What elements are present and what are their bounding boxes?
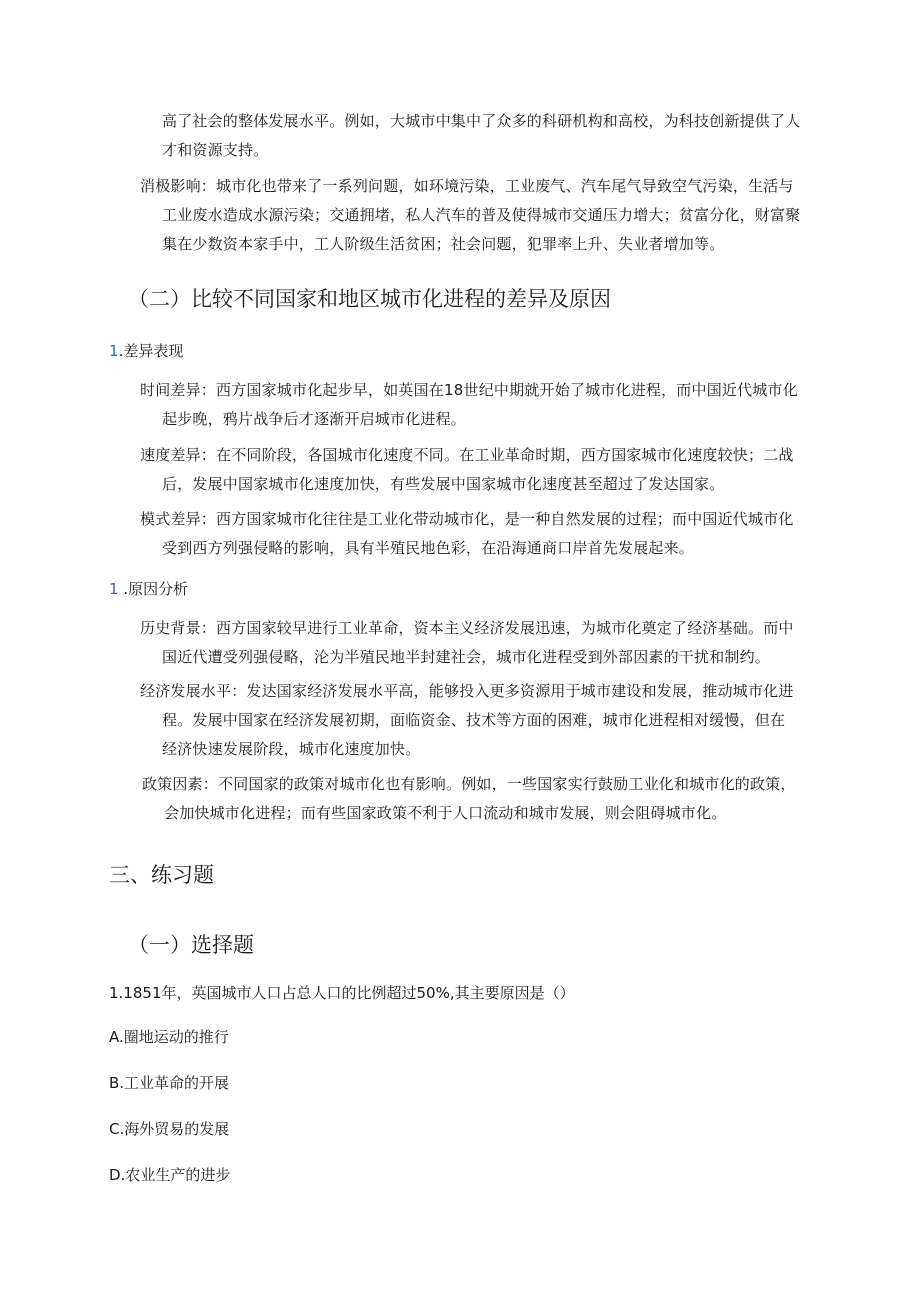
text-line: 起步晚，鸦片战争后才逐渐开启城市化进程。 (162, 410, 467, 428)
subheading-reasons (109, 578, 188, 600)
section-heading-exercises: 三、练习题 (109, 863, 214, 887)
text-line: 经济发展水平：发达国家经济发展水平高，能够投入更多资源用于城市建设和发展，推动城市化进 (140, 682, 794, 700)
text-line: 才和资源支持。 (162, 141, 269, 159)
text-line: 会加快城市化进程；而有些国家政策不利于人口流动和城市发展，则会阻碍城市化。 (164, 804, 727, 822)
question-stem: 1.1851年，英国城市人口占总人口的比例超过50%,其主要原因是（） (109, 984, 575, 1002)
negative-text: 城市化也带来了一系列问题，如环境污染，工业废气、汽车尾气导致空气污染，生活与 (216, 177, 794, 195)
text-line: 国近代遭受列强侵略，沦为半殖民地半封建社会，城市化进程受到外部因素的干扰和制约。 (162, 648, 771, 666)
text-line: 政策因素：不同国家的政策对城市化也有影响。例如，一些国家实行鼓励工业化和城市化的政策， (142, 775, 796, 793)
section-heading-multiple-choice: （一）选择题 (128, 933, 254, 957)
text-line: 模式差异：西方国家城市化往往是工业化带动城市化，是一种自然发展的过程；而中国近代城市化 (140, 510, 794, 528)
list-number: 1 (109, 342, 119, 360)
paragraph-positive-cont (162, 107, 842, 165)
text-line: 时间差异：西方国家城市化起步早，如英国在18世纪中期就开始了城市化进程，而中国近代城市化 (140, 381, 798, 399)
negative-label: 消极影响： (140, 177, 217, 195)
option-a: A.圈地运动的推行 (109, 1028, 229, 1046)
paragraph-economy (140, 677, 840, 764)
option-c: C.海外贸易的发展 (109, 1120, 230, 1138)
text-line: 工业废水造成水源污染；交通拥堵，私人汽车的普及使得城市交通压力增大；贫富分化，财富聚 (162, 206, 801, 224)
subheading-differences (109, 340, 183, 362)
paragraph-history (140, 614, 840, 672)
text-line: 高了社会的整体发展水平。例如，大城市中集中了众多的科研机构和高校，为科技创新提供了人 (162, 112, 801, 130)
text-line (140, 172, 840, 201)
text-line: 经济快速发展阶段，城市化速度加快。 (162, 740, 421, 758)
subheading-text: .差异表现 (118, 342, 184, 360)
text-line: 速度差异：在不同阶段，各国城市化速度不同。在工业革命时期，西方国家城市化速度较快；二战 (140, 446, 794, 464)
paragraph-mode-difference (140, 505, 840, 563)
option-d: D.农业生产的进步 (109, 1166, 231, 1184)
text-line: 历史背景：西方国家较早进行工业革命，资本主义经济发展迅速，为城市化奠定了经济基础。而中 (140, 619, 794, 637)
section-heading-comparison: （二）比较不同国家和地区城市化进程的差异及原因 (128, 287, 611, 311)
text-line: 后，发展中国家城市化速度加快，有些发展中国家城市化速度甚至超过了发达国家。 (162, 475, 725, 493)
paragraph-speed-difference (140, 441, 840, 499)
text-line: 集在少数资本家手中，工人阶级生活贫困；社会问题，犯罪率上升、失业者增加等。 (162, 235, 725, 253)
option-b: B.工业革命的开展 (109, 1074, 230, 1092)
list-number: 1 (109, 580, 119, 598)
text-line: 程。发展中国家在经济发展初期，面临资金、技术等方面的困难，城市化进程相对缓慢，但在 (162, 711, 786, 729)
paragraph-time-difference (140, 376, 840, 434)
paragraph-negative-impact (140, 172, 840, 259)
text-line: 受到西方列强侵略的影响，具有半殖民地色彩，在沿海通商口岸首先发展起来。 (162, 539, 695, 557)
paragraph-policy (142, 770, 842, 828)
subheading-text: .原因分析 (118, 580, 189, 598)
